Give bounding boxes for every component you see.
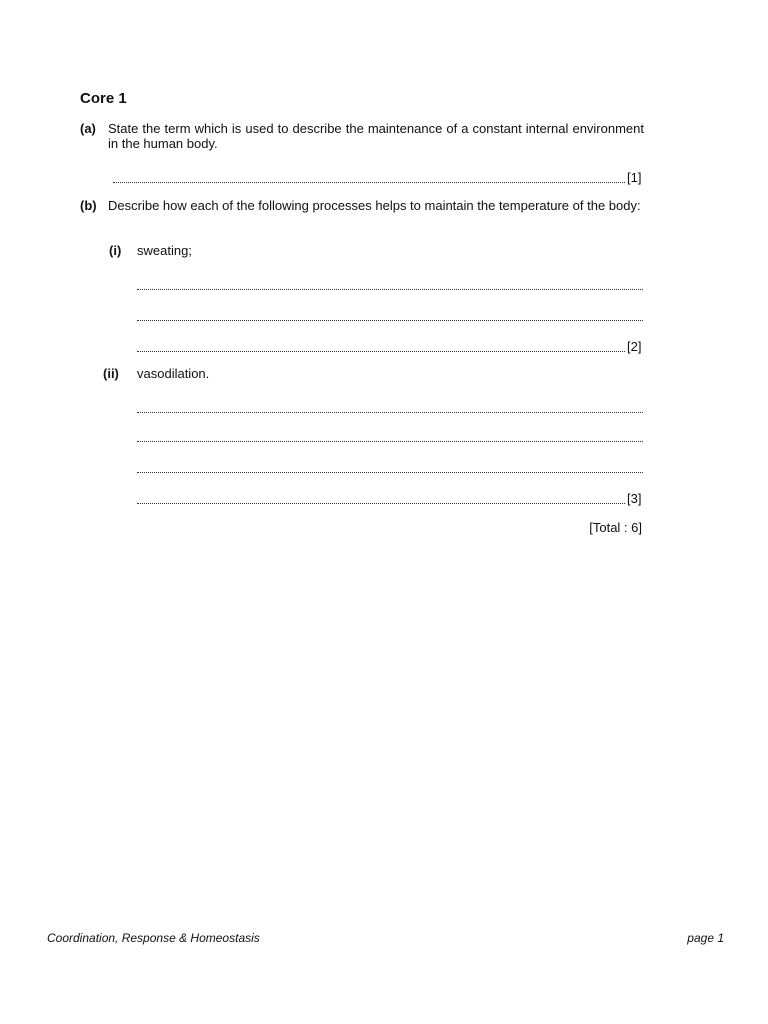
part-ii-label: (ii)	[103, 366, 119, 381]
answer-line-i-3[interactable]	[137, 339, 625, 352]
answer-line-ii-2[interactable]	[137, 429, 643, 442]
section-heading: Core 1	[80, 90, 127, 107]
page-number: page 1	[687, 931, 724, 945]
mark-i: [2]	[627, 339, 642, 354]
question-a-text: State the term which is used to describe the maintenance of a constant internal environment in the human body.	[108, 121, 644, 151]
part-i-label: (i)	[109, 243, 122, 258]
question-b-text: Describe how each of the following processes helps to maintain the temperature of the body:	[108, 198, 641, 213]
answer-line-ii-1[interactable]	[137, 400, 643, 413]
part-i-text: sweating;	[137, 243, 192, 258]
part-ii-text: vasodilation.	[137, 366, 210, 381]
answer-line-ii-3[interactable]	[137, 460, 643, 473]
mark-a: [1]	[627, 170, 642, 185]
answer-line-a[interactable]	[113, 170, 625, 183]
answer-line-i-2[interactable]	[137, 308, 643, 321]
mark-ii: [3]	[627, 491, 642, 506]
answer-line-ii-4[interactable]	[137, 491, 625, 504]
total-marks: [Total : 6]	[589, 520, 642, 535]
question-a-label: (a)	[80, 121, 96, 136]
answer-line-i-1[interactable]	[137, 277, 643, 290]
question-b-label: (b)	[80, 198, 97, 213]
footer-title: Coordination, Response & Homeostasis	[47, 931, 260, 945]
